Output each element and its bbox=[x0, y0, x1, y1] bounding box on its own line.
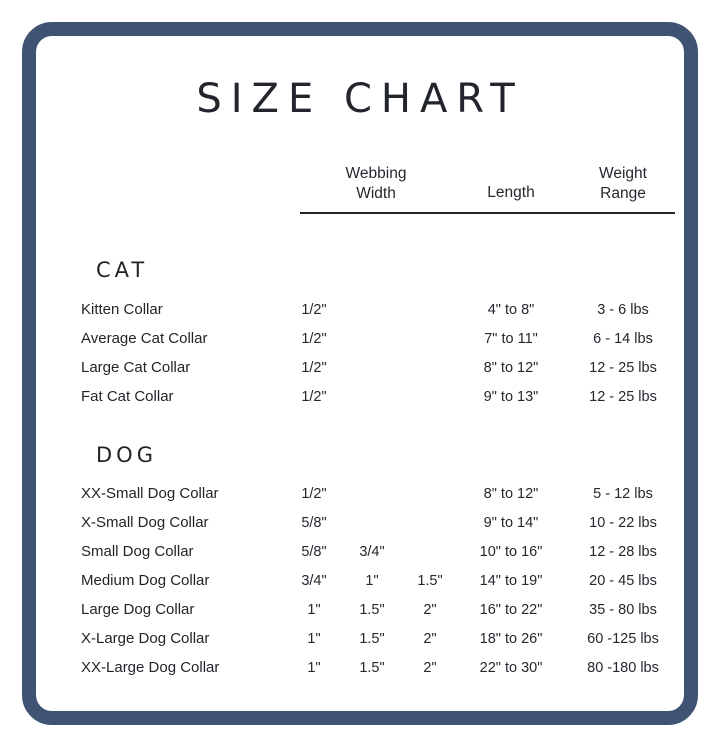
table-cell-weight: 80 -180 lbs bbox=[587, 660, 659, 676]
section-title-dog: DOG bbox=[96, 443, 157, 467]
table-cell-length: 9" to 13" bbox=[483, 389, 539, 405]
table-cell-webbing-1: 5/8" bbox=[301, 544, 327, 560]
table-cell-webbing-1: 1" bbox=[307, 631, 321, 647]
table-cell-length: 9" to 14" bbox=[483, 515, 539, 531]
table-cell-length: 10" to 16" bbox=[479, 544, 543, 560]
table-cell-webbing-1: 1/2" bbox=[301, 389, 327, 405]
table-cell-weight: 12 - 25 lbs bbox=[589, 360, 657, 376]
table-cell-length: 8" to 12" bbox=[483, 486, 539, 502]
table-cell-webbing-3: 2" bbox=[423, 631, 437, 647]
header-divider bbox=[300, 212, 675, 214]
table-row-name: Medium Dog Collar bbox=[81, 572, 210, 589]
table-cell-webbing-2: 1.5" bbox=[359, 660, 385, 676]
table-cell-webbing-1: 1/2" bbox=[301, 331, 327, 347]
table-cell-webbing-1: 1" bbox=[307, 660, 321, 676]
table-cell-weight: 35 - 80 lbs bbox=[589, 602, 657, 618]
table-row-name: Fat Cat Collar bbox=[81, 388, 174, 405]
section-title-cat: CAT bbox=[96, 258, 149, 282]
table-cell-weight: 12 - 25 lbs bbox=[589, 389, 657, 405]
column-header-webbing-width bbox=[316, 164, 436, 205]
table-cell-length: 7" to 11" bbox=[484, 331, 538, 347]
table-cell-webbing-3: 2" bbox=[423, 660, 437, 676]
table-cell-webbing-3: 2" bbox=[423, 602, 437, 618]
table-cell-weight: 60 -125 lbs bbox=[587, 631, 659, 647]
table-cell-weight: 10 - 22 lbs bbox=[589, 515, 657, 531]
column-header-weight-range bbox=[568, 164, 678, 205]
table-row-name: Small Dog Collar bbox=[81, 543, 194, 560]
size-chart-content bbox=[36, 36, 684, 711]
table-cell-webbing-2: 3/4" bbox=[359, 544, 385, 560]
table-row-name: XX-Large Dog Collar bbox=[81, 659, 220, 676]
table-row-name: X-Small Dog Collar bbox=[81, 514, 209, 531]
page-title: SIZE CHART bbox=[196, 76, 524, 122]
table-cell-webbing-1: 5/8" bbox=[301, 515, 327, 531]
table-cell-webbing-1: 1/2" bbox=[301, 302, 327, 318]
table-cell-length: 14" to 19" bbox=[479, 573, 543, 589]
table-row-name: XX-Small Dog Collar bbox=[81, 485, 219, 502]
column-header-webbing-width-line1: Webbing bbox=[345, 165, 407, 182]
size-chart-card bbox=[22, 22, 698, 725]
column-header-weight-range-line2: Range bbox=[600, 185, 646, 203]
table-cell-length: 22" to 30" bbox=[479, 660, 543, 676]
table-cell-webbing-2: 1.5" bbox=[359, 631, 385, 647]
table-row-name: Large Cat Collar bbox=[81, 359, 191, 376]
table-cell-webbing-1: 1/2" bbox=[301, 486, 327, 502]
table-cell-webbing-2: 1.5" bbox=[359, 602, 385, 618]
table-row-name: Kitten Collar bbox=[81, 301, 163, 318]
table-cell-weight: 20 - 45 lbs bbox=[589, 573, 657, 589]
table-row-name: Large Dog Collar bbox=[81, 601, 195, 618]
table-cell-length: 18" to 26" bbox=[479, 631, 543, 647]
table-cell-length: 8" to 12" bbox=[483, 360, 539, 376]
table-cell-webbing-1: 1/2" bbox=[301, 360, 327, 376]
table-cell-weight: 3 - 6 lbs bbox=[597, 302, 649, 318]
table-cell-weight: 12 - 28 lbs bbox=[589, 544, 657, 560]
table-cell-length: 16" to 22" bbox=[479, 602, 543, 618]
table-cell-length: 4" to 8" bbox=[487, 302, 535, 318]
column-header-weight-range-line1: Weight bbox=[599, 165, 647, 182]
table-cell-weight: 5 - 12 lbs bbox=[593, 486, 653, 502]
column-header-webbing-width-line2: Width bbox=[356, 185, 396, 203]
table-cell-webbing-1: 1" bbox=[307, 602, 321, 618]
table-row-name: Average Cat Collar bbox=[81, 330, 208, 347]
table-cell-webbing-2: 1" bbox=[365, 573, 379, 589]
table-cell-weight: 6 - 14 lbs bbox=[593, 331, 653, 347]
table-cell-webbing-3: 1.5" bbox=[417, 573, 443, 589]
column-header-length: Length bbox=[487, 184, 535, 201]
table-row-name: X-Large Dog Collar bbox=[81, 630, 210, 647]
table-cell-webbing-1: 3/4" bbox=[301, 573, 327, 589]
